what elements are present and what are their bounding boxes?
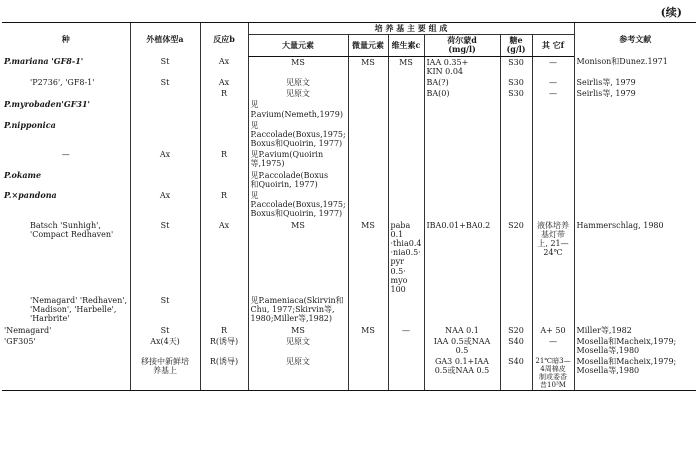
cell-explant: St xyxy=(130,220,200,296)
cell-refs: Seirlis等, 1979 xyxy=(574,88,696,99)
cell-sugar: S30 xyxy=(500,88,532,99)
cell-macro: 见P.accolade(Boxus,1975; Boxus和Quoirin, 1977) xyxy=(248,190,348,220)
cell-explant xyxy=(130,170,200,190)
cell-other: — xyxy=(532,56,574,77)
cell-hormones xyxy=(424,170,500,190)
cell-micro xyxy=(348,336,388,356)
cell-macro: 见P.accolade(Boxus 和Quoirin, 1977) xyxy=(248,170,348,190)
cell-hormones: IAA 0.35+ KIN 0.04 xyxy=(424,56,500,77)
table-row xyxy=(2,220,696,296)
cell-sugar: S40 xyxy=(500,336,532,356)
cell-vitamins xyxy=(388,170,424,190)
cell-other xyxy=(532,170,574,190)
cell-sugar: S20 xyxy=(500,325,532,336)
cell-response: Ax xyxy=(200,77,248,88)
cell-response: R(诱导) xyxy=(200,356,248,391)
cell-response xyxy=(200,170,248,190)
cell-response: Ax xyxy=(200,220,248,296)
cell-other: — xyxy=(532,88,574,99)
table-row xyxy=(2,99,696,119)
cell-other xyxy=(532,295,574,325)
cell-refs: Mosella和Macheix,1979; Mosella等,1980 xyxy=(574,336,696,356)
cell-species: 'Nemagard' 'Redhaven', 'Madison', 'Harbelle', 'Harbrite' xyxy=(30,296,128,324)
culture-medium-table xyxy=(2,22,696,391)
cell-species: P.mariana 'GF8-1' xyxy=(4,56,84,67)
cell-species xyxy=(2,88,130,99)
cell-vitamins: — xyxy=(388,325,424,336)
cell-sugar xyxy=(500,120,532,150)
header-response: 反应b xyxy=(200,23,248,57)
cell-sugar: S40 xyxy=(500,356,532,391)
cell-refs: Seirlis等, 1979 xyxy=(574,77,696,88)
cell-sugar xyxy=(500,99,532,119)
cell-other: — xyxy=(532,336,574,356)
header-refs: 参考文献 xyxy=(574,23,696,57)
cell-refs: Miller等,1982 xyxy=(574,325,696,336)
table-row xyxy=(2,170,696,190)
cell-sugar xyxy=(500,170,532,190)
header-micro: 微量元素 xyxy=(348,35,388,56)
table-row xyxy=(2,77,696,88)
cell-refs xyxy=(574,170,696,190)
cell-refs xyxy=(574,149,696,169)
cell-response: Ax xyxy=(200,56,248,77)
header-vitamins: 维生素c xyxy=(388,35,424,56)
cell-explant: Ax(4天) xyxy=(130,336,200,356)
cell-species: — xyxy=(61,150,70,160)
cell-hormones: NAA 0.1 xyxy=(424,325,500,336)
cell-hormones: IAA 0.5或NAA 0.5 xyxy=(424,336,500,356)
cell-macro: 见P.avium(Quoirin等,1975) xyxy=(248,149,348,169)
cell-sugar xyxy=(500,190,532,220)
cell-macro: 见原文 xyxy=(248,356,348,391)
cell-hormones: IBA0.01+BA0.2 xyxy=(424,220,500,296)
cell-micro: MS xyxy=(348,325,388,336)
cell-macro: 见P.ameniaca(Skirvin和 Chu, 1977;Skirvin等, 1980;Miller等,1982) xyxy=(248,295,348,325)
cell-hormones xyxy=(424,149,500,169)
cell-refs xyxy=(574,120,696,150)
cell-species: P.myrobaden'GF31' xyxy=(4,99,90,110)
cell-sugar xyxy=(500,149,532,169)
table-row xyxy=(2,295,696,325)
cell-other: A+ 50 xyxy=(532,325,574,336)
cell-refs: Monison和Dunez.1971 xyxy=(574,56,696,77)
cell-micro xyxy=(348,99,388,119)
table-row xyxy=(2,120,696,150)
table-row xyxy=(2,190,696,220)
cell-refs: Mosella和Macheix,1979; Mosella等,1980 xyxy=(574,356,696,391)
cell-other xyxy=(532,120,574,150)
cell-refs xyxy=(574,99,696,119)
cell-hormones xyxy=(424,99,500,119)
cell-vitamins xyxy=(388,77,424,88)
cell-species: P.okame xyxy=(4,169,42,180)
cell-explant xyxy=(130,99,200,119)
cell-explant: St xyxy=(130,325,200,336)
table-row xyxy=(2,325,696,336)
cell-refs xyxy=(574,295,696,325)
cell-vitamins xyxy=(388,120,424,150)
continued-label: (续) xyxy=(660,6,682,19)
cell-other xyxy=(532,149,574,169)
cell-other: — xyxy=(532,77,574,88)
cell-micro xyxy=(348,120,388,150)
cell-explant xyxy=(130,120,200,150)
cell-vitamins xyxy=(388,336,424,356)
cell-response: R xyxy=(200,88,248,99)
table-row xyxy=(2,56,696,77)
header-sugar: 糖e (g/l) xyxy=(500,35,532,56)
cell-micro xyxy=(348,149,388,169)
table-row xyxy=(2,356,696,391)
cell-micro xyxy=(348,77,388,88)
cell-micro: MS xyxy=(348,220,388,296)
header-other: 其 它f xyxy=(532,35,574,56)
cell-species: 'GF305' xyxy=(4,336,36,346)
cell-micro xyxy=(348,88,388,99)
table-row xyxy=(2,336,696,356)
cell-hormones: BA(?) xyxy=(424,77,500,88)
cell-macro: 见原文 xyxy=(248,88,348,99)
cell-macro: 见原文 xyxy=(248,336,348,356)
cell-hormones: BA(0) xyxy=(424,88,500,99)
cell-explant: St xyxy=(130,77,200,88)
cell-species: Batsch 'Sunhigh', 'Compact Redhaven' xyxy=(30,220,114,239)
cell-micro xyxy=(348,295,388,325)
cell-explant: St xyxy=(130,295,200,325)
cell-micro: MS xyxy=(348,56,388,77)
cell-other: 21℃暗3— 4周棉皮 制或委香 昔10³M xyxy=(532,356,574,391)
cell-hormones: GA3 0.1+IAA 0.5或NAA 0.5 xyxy=(424,356,500,391)
cell-vitamins xyxy=(388,88,424,99)
cell-micro xyxy=(348,170,388,190)
cell-vitamins xyxy=(388,190,424,220)
header-species: 种 xyxy=(2,23,130,57)
cell-hormones xyxy=(424,120,500,150)
header-hormones: 荷尔蒙d (mg/l) xyxy=(424,35,500,56)
cell-vitamins xyxy=(388,295,424,325)
cell-species: P.nipponica xyxy=(4,119,56,130)
cell-explant xyxy=(130,88,200,99)
cell-explant: 移接中新鲜培 养基上 xyxy=(130,356,200,391)
table-row xyxy=(2,88,696,99)
cell-response: R xyxy=(200,190,248,220)
cell-response xyxy=(200,99,248,119)
cell-macro: 见P.avium(Nemeth,1979) xyxy=(248,99,348,119)
cell-species xyxy=(2,356,130,391)
cell-species: 'P2736', 'GF8-1' xyxy=(30,77,95,87)
cell-sugar xyxy=(500,295,532,325)
cell-explant: St xyxy=(130,56,200,77)
cell-response: R xyxy=(200,149,248,169)
cell-species: P.×pandona xyxy=(4,190,57,200)
cell-response xyxy=(200,295,248,325)
cell-refs xyxy=(574,190,696,220)
cell-explant: Ax xyxy=(130,190,200,220)
cell-macro: MS xyxy=(248,325,348,336)
cell-macro: MS xyxy=(248,56,348,77)
cell-response: R xyxy=(200,325,248,336)
cell-vitamins xyxy=(388,149,424,169)
cell-micro xyxy=(348,190,388,220)
table-row xyxy=(2,149,696,169)
cell-sugar: S20 xyxy=(500,220,532,296)
cell-vitamins: MS xyxy=(388,56,424,77)
cell-hormones xyxy=(424,295,500,325)
cell-vitamins: paba 0.1 ·thia0.4 ·nia0.5· pyr 0.5· myo 100 xyxy=(388,220,424,296)
cell-micro xyxy=(348,356,388,391)
cell-species: 'Nemagard' xyxy=(4,325,52,335)
header-explant: 外植体型a xyxy=(130,23,200,57)
cell-refs: Hammerschlag, 1980 xyxy=(574,220,696,296)
cell-other: 液体培养 基灯带 上, 21— 24℃ xyxy=(532,220,574,296)
header-macro: 大量元素 xyxy=(248,35,348,56)
cell-other xyxy=(532,99,574,119)
header-medium-group: 培 养 基 主 要 组 成 xyxy=(248,23,574,35)
cell-sugar: S30 xyxy=(500,56,532,77)
cell-vitamins xyxy=(388,99,424,119)
cell-other xyxy=(532,190,574,220)
cell-macro: MS xyxy=(248,220,348,296)
cell-sugar: S30 xyxy=(500,77,532,88)
cell-explant: Ax xyxy=(130,149,200,169)
cell-response: R(诱导) xyxy=(200,336,248,356)
cell-macro: 见原文 xyxy=(248,77,348,88)
cell-hormones xyxy=(424,190,500,220)
cell-macro: 见P.accolade(Boxus,1975; Boxus和Quoirin, 1977) xyxy=(248,120,348,150)
cell-response xyxy=(200,120,248,150)
cell-vitamins xyxy=(388,356,424,391)
